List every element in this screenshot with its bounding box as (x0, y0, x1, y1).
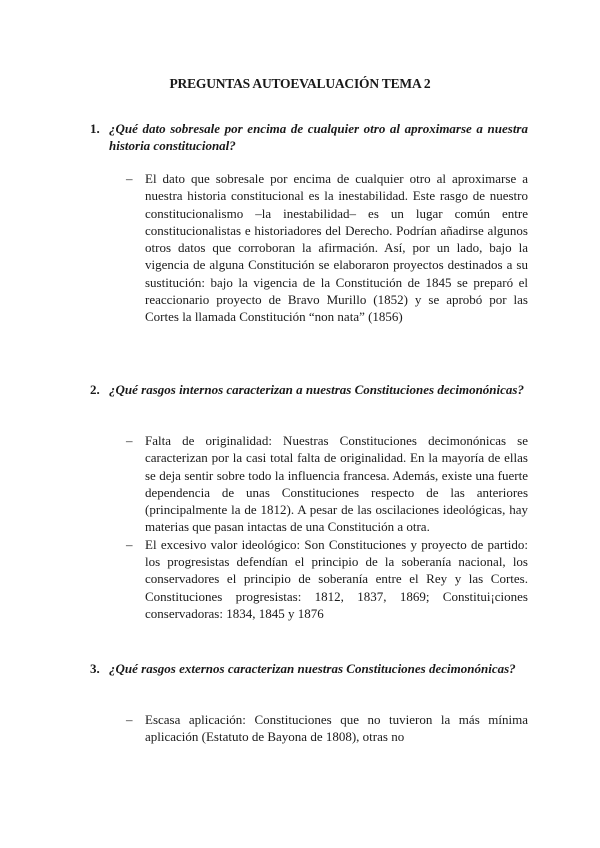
answer-text: Escasa aplicación: Constituciones que no tuvieron la más mínima aplicación (Estatuto de Bayona de 1808), otras no (145, 712, 528, 745)
question-text: ¿Qué dato sobresale por encima de cualquier otro al aproximarse a nuestra historia constitucional? (109, 121, 528, 153)
list-item (126, 432, 528, 536)
question-number: 2. (90, 382, 100, 397)
list-item (126, 536, 528, 622)
question-2 (90, 381, 528, 398)
list-item (126, 711, 528, 746)
question-1 (90, 120, 528, 154)
answer-list-3 (126, 711, 528, 746)
answer-list-1 (126, 170, 528, 326)
question-number: 1. (90, 121, 100, 136)
question-number: 3. (90, 661, 100, 676)
dash-bullet: – (126, 712, 133, 727)
question-text: ¿Qué rasgos externos caracterizan nuestras Constituciones decimonónicas? (109, 661, 516, 676)
question-3 (90, 660, 528, 677)
dash-bullet: – (126, 536, 133, 552)
answer-text: El excesivo valor ideológico: Son Constituciones y proyecto de partido: los progresistas defendían el principio de la soberanía nacional, los conservadores el principio de soberanía entre el Rey y las Cortes. Constituciones progresistas: 1812, 1837, 1869; Constitui¡ciones conservadoras: 1834, 1845 y 1876 (145, 536, 528, 621)
answer-text: El dato que sobresale por encima de cualquier otro al aproximarse a nuestra historia constitucional es la inestabilidad. Este rasgo de nuestro constitucionalismo –la inestabilidad– es un lugar común entre constitucionalistas e historiadores del Derecho. Podrían añadirse algunos otros datos que corroboran la afirmación. Así, por un lado, bajo la vigencia de alguna Constitución se elaboraron proyectos destinados a su sustitución: bajo la vigencia de la Constitución de 1845 se preparó el reaccionario proyecto de Bravo Murillo (1852) y se aprobó por las Cortes la llamada Constitución “non nata” (1856) (145, 171, 528, 325)
page-title: PREGUNTAS AUTOEVALUACIÓN TEMA 2 (169, 76, 431, 91)
list-item (126, 170, 528, 326)
question-text: ¿Qué rasgos internos caracterizan a nuestras Constituciones decimonónicas? (109, 382, 524, 397)
dash-bullet: – (126, 171, 133, 186)
dash-bullet: – (126, 433, 133, 448)
answer-list-2 (126, 432, 528, 622)
answer-text: Falta de originalidad: Nuestras Constituciones decimonónicas se caracterizan por la casi total falta de originalidad. En la mayoría de ellas se deja sentir sobre todo la influencia francesa. Además, existe una fuerte dependencia de unas Constituciones respecto de las anteriores (principalmente la de 1812). A pesar de las oscilaciones ideológicas, hay materias que pasan intactas de una Constitución a otra. (145, 433, 528, 535)
